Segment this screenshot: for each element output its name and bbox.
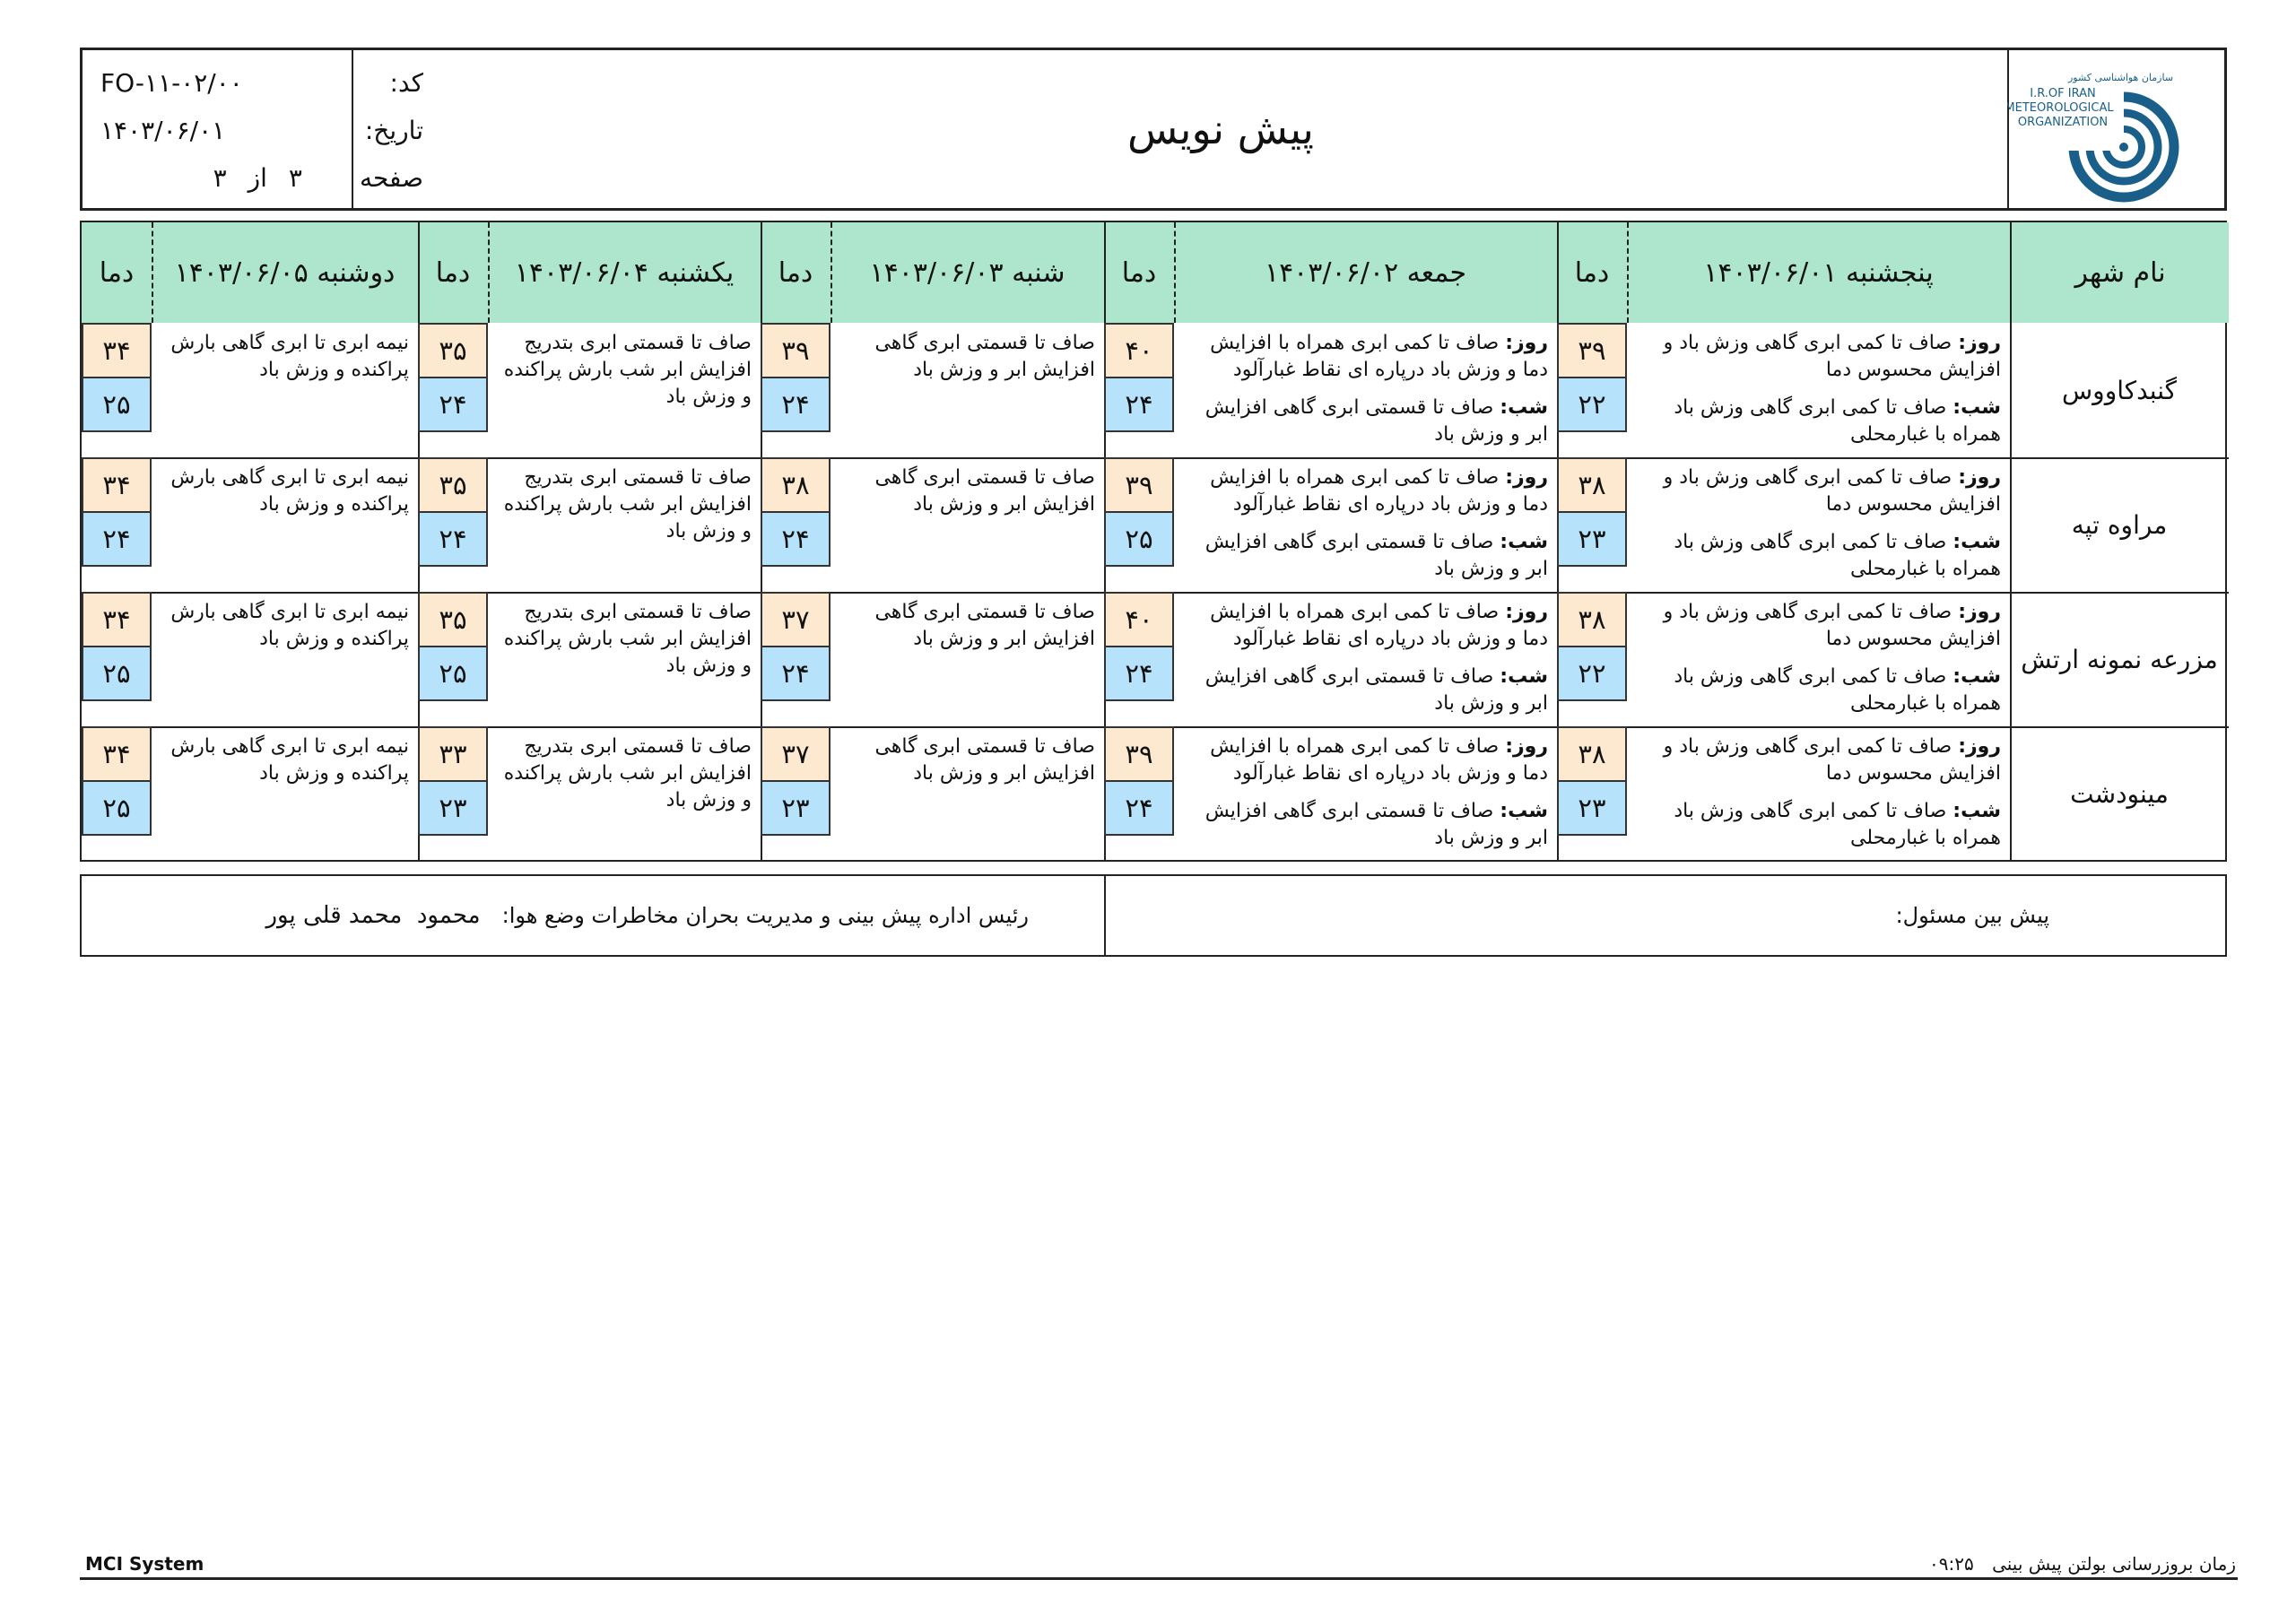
forecast-text: صاف تا قسمتی ابری بتدریج افزایش ابر شب بارش پراکنده و وزش باد	[503, 332, 752, 408]
page-title: پیش نویس	[1127, 105, 1314, 153]
min-temperature: ۲۴	[761, 511, 831, 567]
day-forecast-text: صاف تا کمی ابری گاهی وزش باد و افزایش محسوس دما	[1663, 466, 2001, 516]
night-label: شب:	[1500, 531, 1548, 553]
day-forecast	[1632, 599, 2001, 653]
day-forecast	[1179, 599, 1548, 653]
forecast-text: صاف تا قسمتی ابری گاهی افزایش ابر و وزش باد	[874, 466, 1095, 516]
temp-header: دما	[82, 222, 152, 323]
head-label: رئیس اداره پیش بینی و مدیریت بحران مخاطرات وضع هوا:	[501, 903, 1029, 928]
min-temperature: ۲۳	[1557, 780, 1627, 836]
night-forecast-text: صاف تا کمی ابری گاهی وزش باد همراه با غبارمحلی	[1674, 396, 2001, 446]
max-temperature: ۳۴	[82, 726, 152, 782]
day-forecast-text: صاف تا کمی ابری همراه با افزایش دما و وزش باد درپاره ای نقاط غبارآلود	[1210, 735, 1548, 785]
page-total: ۳	[213, 163, 227, 193]
forecast-text	[1174, 733, 1557, 861]
max-temperature: ۳۸	[1557, 726, 1627, 782]
max-temperature: ۳۴	[82, 457, 152, 513]
city-name: مزرعه نمونه ارتش	[2021, 644, 2218, 674]
forecast-text: صاف تا قسمتی ابری بتدریج افزایش ابر شب بارش پراکنده و وزش باد	[503, 466, 752, 542]
temp-header: دما	[761, 222, 831, 323]
day-header: یکشنبه ۱۴۰۳/۰۶/۰۴	[488, 222, 761, 323]
night-forecast	[1179, 798, 1548, 852]
day-header: دوشنبه ۱۴۰۳/۰۶/۰۵	[152, 222, 418, 323]
max-temperature: ۳۳	[418, 726, 488, 782]
document-header	[80, 48, 2227, 211]
day-forecast-text: صاف تا کمی ابری همراه با افزایش دما و وزش باد درپاره ای نقاط غبارآلود	[1210, 466, 1548, 516]
max-temperature: ۳۸	[1557, 592, 1627, 647]
min-temperature: ۲۴	[1104, 780, 1174, 836]
forecast-text: صاف تا قسمتی ابری بتدریج افزایش ابر شب بارش پراکنده و وزش باد	[503, 601, 752, 677]
night-forecast-text: صاف تا قسمتی ابری گاهی افزایش ابر و وزش باد	[1205, 396, 1548, 446]
day-forecast	[1632, 464, 2001, 518]
header-dotted-divider	[488, 222, 490, 323]
day-label: روز:	[1505, 466, 1548, 489]
day-label: روز:	[1505, 735, 1548, 758]
max-temperature: ۴۰	[1104, 323, 1174, 378]
page-of: از	[248, 163, 267, 193]
city-name: گنبدکاووس	[2062, 375, 2178, 405]
document-meta	[100, 59, 423, 202]
max-temperature: ۳۴	[82, 592, 152, 647]
code-label: کد:	[389, 68, 423, 98]
forecast-text: نیمه ابری تا ابری گاهی بارش پراکنده و وزش باد	[170, 466, 409, 516]
page-footer	[80, 1553, 2238, 1580]
night-label: شب:	[1500, 665, 1548, 688]
max-temperature: ۳۴	[82, 323, 152, 378]
min-temperature: ۲۵	[82, 780, 152, 836]
night-forecast	[1632, 798, 2001, 852]
temp-header: دما	[1104, 222, 1174, 323]
night-label: شب:	[1952, 396, 2001, 419]
night-label: شب:	[1500, 396, 1548, 419]
forecast-text	[1627, 599, 2010, 726]
forecast-text	[1627, 464, 2010, 592]
day-forecast	[1179, 330, 1548, 384]
day-label: روز:	[1505, 601, 1548, 623]
header-dotted-divider	[831, 222, 832, 323]
header-dotted-divider	[152, 222, 153, 323]
day-header: شنبه ۱۴۰۳/۰۶/۰۳	[831, 222, 1104, 323]
date-label: تاریخ:	[364, 116, 423, 145]
footer-system: MCI System	[85, 1553, 204, 1575]
night-forecast-text: صاف تا کمی ابری گاهی وزش باد همراه با غبارمحلی	[1674, 531, 2001, 580]
logo-text-fa: سازمان هواشناسی کشور	[2068, 72, 2174, 83]
min-temperature: ۲۴	[418, 377, 488, 432]
svg-text:I.R.OF IRAN: I.R.OF IRAN	[2030, 87, 2096, 100]
footer-update-time: ۰۹:۲۵	[1929, 1553, 1974, 1575]
day-forecast-text: صاف تا کمی ابری گاهی وزش باد و افزایش محسوس دما	[1663, 601, 2001, 650]
night-forecast-text: صاف تا کمی ابری گاهی وزش باد همراه با غبارمحلی	[1674, 665, 2001, 715]
day-forecast-text: صاف تا کمی ابری همراه با افزایش دما و وزش باد درپاره ای نقاط غبارآلود	[1210, 332, 1548, 381]
day-header: جمعه ۱۴۰۳/۰۶/۰۲	[1174, 222, 1557, 323]
night-forecast-text: صاف تا کمی ابری گاهی وزش باد همراه با غبارمحلی	[1674, 800, 2001, 849]
max-temperature: ۴۰	[1104, 592, 1174, 647]
forecaster-cell	[1104, 876, 2229, 955]
page-row	[100, 154, 423, 202]
code-value: FO-۱۱-۰۲/۰۰	[100, 68, 243, 98]
city-name: مراوه تپه	[2071, 509, 2168, 540]
forecast-text	[1627, 733, 2010, 861]
max-temperature: ۳۵	[418, 457, 488, 513]
max-temperature: ۳۸	[1557, 457, 1627, 513]
forecast-text: نیمه ابری تا ابری گاهی بارش پراکنده و وزش باد	[170, 601, 409, 650]
organization-logo	[2007, 57, 2213, 203]
max-temperature: ۳۷	[761, 592, 831, 647]
night-forecast-text: صاف تا قسمتی ابری گاهی افزایش ابر و وزش باد	[1205, 531, 1548, 580]
day-forecast	[1632, 733, 2001, 787]
night-forecast	[1632, 395, 2001, 448]
svg-text:ORGANIZATION: ORGANIZATION	[2017, 116, 2109, 129]
header-dotted-divider	[1174, 222, 1176, 323]
day-forecast-text: صاف تا کمی ابری گاهی وزش باد و افزایش محسوس دما	[1663, 332, 2001, 381]
temp-header: دما	[418, 222, 488, 323]
day-forecast-text: صاف تا کمی ابری همراه با افزایش دما و وزش باد درپاره ای نقاط غبارآلود	[1210, 601, 1548, 650]
day-forecast	[1632, 330, 2001, 384]
header-divider-left	[352, 50, 353, 208]
day-label: روز:	[1958, 735, 2001, 758]
forecast-text	[1627, 330, 2010, 457]
min-temperature: ۲۴	[82, 511, 152, 567]
min-temperature: ۲۳	[761, 780, 831, 836]
signature-box	[80, 874, 2227, 957]
night-label: شب:	[1952, 665, 2001, 688]
day-forecast	[1179, 464, 1548, 518]
max-temperature: ۳۵	[418, 592, 488, 647]
max-temperature: ۳۸	[761, 457, 831, 513]
min-temperature: ۲۴	[761, 377, 831, 432]
max-temperature: ۳۹	[1104, 457, 1174, 513]
temp-header: دما	[1557, 222, 1627, 323]
max-temperature: ۳۹	[1557, 323, 1627, 378]
night-forecast	[1632, 664, 2001, 717]
forecast-text: صاف تا قسمتی ابری گاهی افزایش ابر و وزش باد	[874, 601, 1095, 650]
forecast-text: صاف تا قسمتی ابری گاهی افزایش ابر و وزش باد	[874, 332, 1095, 381]
night-label: شب:	[1952, 531, 2001, 553]
night-forecast-text: صاف تا قسمتی ابری گاهی افزایش ابر و وزش باد	[1205, 800, 1548, 849]
day-label: روز:	[1958, 332, 2001, 354]
page-current: ۳	[288, 163, 302, 193]
min-temperature: ۲۴	[761, 646, 831, 701]
max-temperature: ۳۵	[418, 323, 488, 378]
footer-update-label: زمان بروزرسانی بولتن پیش بینی	[1992, 1553, 2236, 1575]
min-temperature: ۲۲	[1557, 646, 1627, 701]
forecast-text: صاف تا قسمتی ابری بتدریج افزایش ابر شب بارش پراکنده و وزش باد	[503, 735, 752, 812]
min-temperature: ۲۴	[1104, 377, 1174, 432]
city-header: نام شهر	[2010, 222, 2229, 323]
day-header: پنجشنبه ۱۴۰۳/۰۶/۰۱	[1627, 222, 2010, 323]
night-label: شب:	[1500, 800, 1548, 822]
night-forecast-text: صاف تا قسمتی ابری گاهی افزایش ابر و وزش باد	[1205, 665, 1548, 715]
min-temperature: ۲۵	[418, 646, 488, 701]
min-temperature: ۲۳	[1557, 511, 1627, 567]
min-temperature: ۲۴	[1104, 646, 1174, 701]
night-forecast	[1179, 529, 1548, 583]
header-dotted-divider	[1627, 222, 1629, 323]
svg-text:METEOROLOGICAL: METEOROLOGICAL	[2007, 101, 2114, 115]
page-label: صفحه	[359, 163, 423, 193]
day-forecast-text: صاف تا کمی ابری گاهی وزش باد و افزایش محسوس دما	[1663, 735, 2001, 785]
city-name: مینودشت	[2070, 778, 2169, 809]
forecast-text: نیمه ابری تا ابری گاهی بارش پراکنده و وزش باد	[170, 735, 409, 785]
min-temperature: ۲۵	[82, 646, 152, 701]
min-temperature: ۲۵	[1104, 511, 1174, 567]
night-forecast	[1179, 395, 1548, 448]
day-label: روز:	[1958, 601, 2001, 623]
head-cell	[82, 876, 1104, 955]
max-temperature: ۳۷	[761, 726, 831, 782]
day-label: روز:	[1958, 466, 2001, 489]
code-row	[100, 59, 423, 107]
max-temperature: ۳۹	[1104, 726, 1174, 782]
forecast-text	[1174, 599, 1557, 726]
date-value: ۱۴۰۳/۰۶/۰۱	[100, 116, 226, 145]
min-temperature: ۲۴	[418, 511, 488, 567]
day-forecast	[1179, 733, 1548, 787]
forecast-table	[80, 221, 2227, 862]
forecast-text	[1174, 464, 1557, 592]
head-name: محمود محمد قلی پور	[265, 902, 481, 929]
night-forecast	[1632, 529, 2001, 583]
forecast-text: صاف تا قسمتی ابری گاهی افزایش ابر و وزش باد	[874, 735, 1095, 785]
night-forecast	[1179, 664, 1548, 717]
min-temperature: ۲۵	[82, 377, 152, 432]
footer-update	[1929, 1553, 2236, 1575]
forecaster-label: پیش بین مسئول:	[1895, 903, 2049, 928]
forecast-text: نیمه ابری تا ابری گاهی بارش پراکنده و وزش باد	[170, 332, 409, 381]
min-temperature: ۲۳	[418, 780, 488, 836]
night-label: شب:	[1952, 800, 2001, 822]
date-row	[100, 107, 423, 154]
forecast-text	[1174, 330, 1557, 457]
day-label: روز:	[1505, 332, 1548, 354]
max-temperature: ۳۹	[761, 323, 831, 378]
min-temperature: ۲۲	[1557, 377, 1627, 432]
